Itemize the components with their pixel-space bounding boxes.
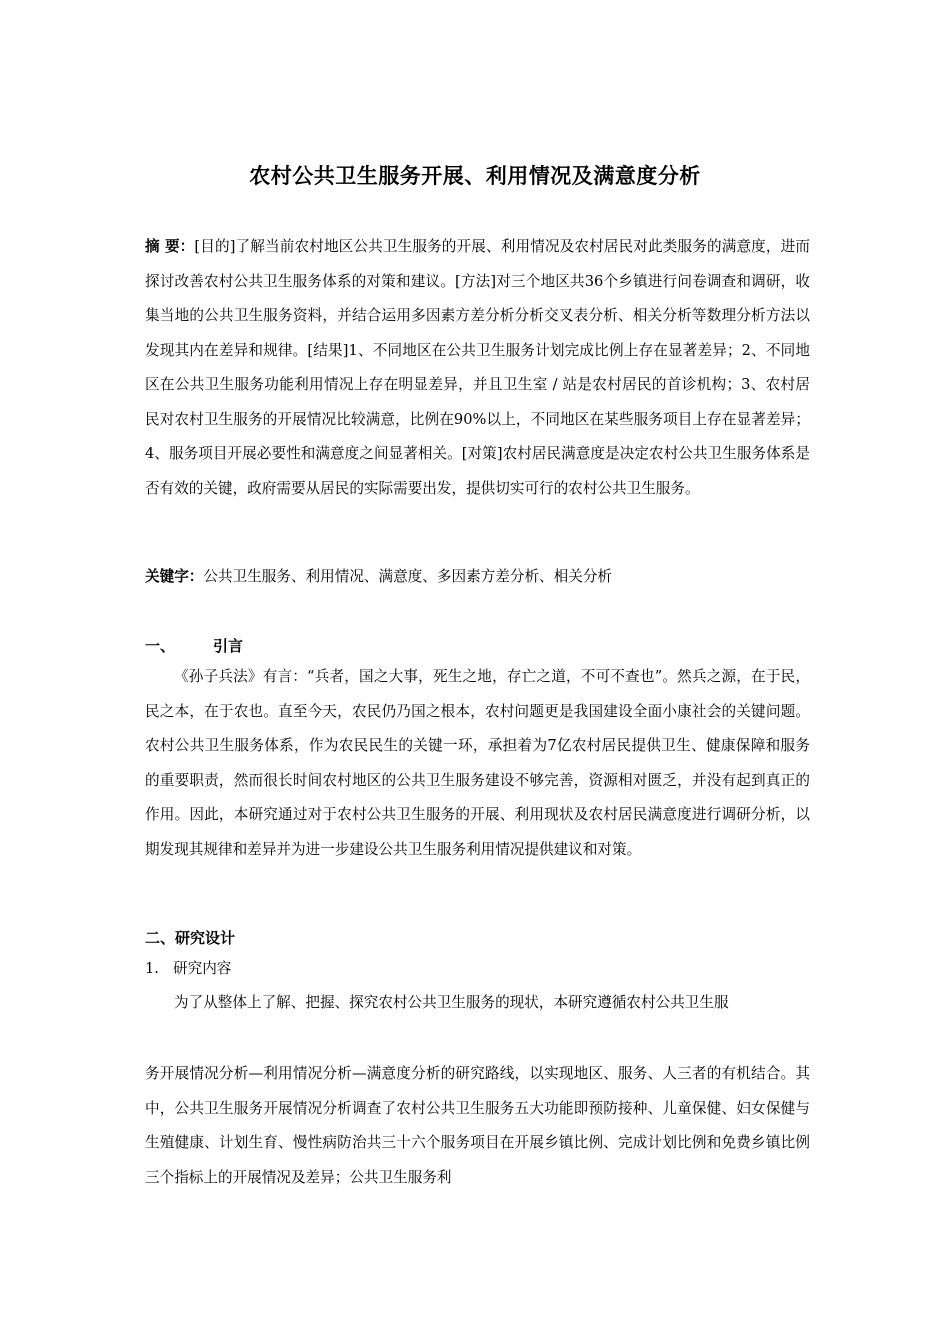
introduction-paragraph: 《孙子兵法》有言：“兵者，国之大事，死生之地，存亡之道，不可不查也”。然兵之源，在于民，民之本，在于农也。直至今天，农民仍乃国之根本，农村问题更是我国建设全面小康社会的关键问题。农村公共卫生服务体系，作为农民民生的关键一环，承担着为7亿农村居民提供卫生、健康保障和服务的重要职责，然而很长时间农村地区的公共卫生服务建设不够完善，资源相对匮乏，并没有起到真正的作用。因此，本研究通过对于农村公共卫生服务的开展、利用现状及农村居民满意度进行调研分析，以期发现其规律和差异并为进一步建设公共卫生服务利用情况提供建议和对策。: [145, 668, 810, 858]
section-number: 一、: [145, 637, 176, 655]
subsection-title: 研究内容: [173, 960, 232, 977]
keywords-text: 公共卫生服务、利用情况、满意度、多因素方差分析、相关分析: [203, 568, 613, 585]
subsection-heading-research-content: [145, 957, 231, 978]
research-content-paragraph-continued: 务开展情况分析—利用情况分析—满意度分析的研究路线，以实现地区、服务、人三者的有机结合。其中，公共卫生服务开展情况分析调查了农村公共卫生服务五大功能即预防接种、儿童保健、妇女保健与生殖健康、计划生育、慢性病防治共三十六个服务项目在开展乡镇比例、完成计划比例和免费乡镇比例三个指标上的开展情况及差异；公共卫生服务利: [145, 1065, 810, 1186]
keywords-label: 关键字：: [145, 568, 204, 585]
abstract-label: 摘 要：: [145, 238, 195, 255]
section-heading-research-design: 二、研究设计: [145, 929, 236, 947]
research-content-paragraph-start: 为了从整体上了解、把握、探究农村公共卫生服务的现状，本研究遵循农村公共卫生服: [174, 994, 729, 1011]
document-title: 农村公共卫生服务开展、利用情况及满意度分析: [249, 164, 701, 188]
section-heading-introduction: [145, 635, 243, 656]
abstract-paragraph: [145, 230, 810, 506]
section-title: 引言: [213, 637, 244, 655]
abstract-text: [目的]了解当前农村地区公共卫生服务的开展、利用情况及农村居民对此类服务的满意度，进而探讨改善农村公共卫生服务体系的对策和建议。[方法]对三个地区共36个乡镇进行问卷调查和调研，收集当地的公共卫生服务资料，并结合运用多因素方差分析分析交叉表分析、相关分析等数理分析方法以发现其内在差异和规律。[结果]1、不同地区在公共卫生服务计划完成比例上存在显著差异；2、不同地区在公共卫生服务功能利用情况上存在明显差异，并且卫生室 / 站是农村居民的首诊机构；3、农村居民对农村卫生服务的开展情况比较满意，比例在90%以上，不同地区在某些服务项目上存在显著差异；4、服务项目开展必要性和满意度之间显著相关。[对策]农村居民满意度是决定农村公共卫生服务体系是否有效的关键，政府需要从居民的实际需要出发，提供切实可行的农村公共卫生服务。: [145, 238, 810, 497]
keywords-line: [145, 562, 810, 592]
subsection-number: 1.: [145, 960, 159, 977]
